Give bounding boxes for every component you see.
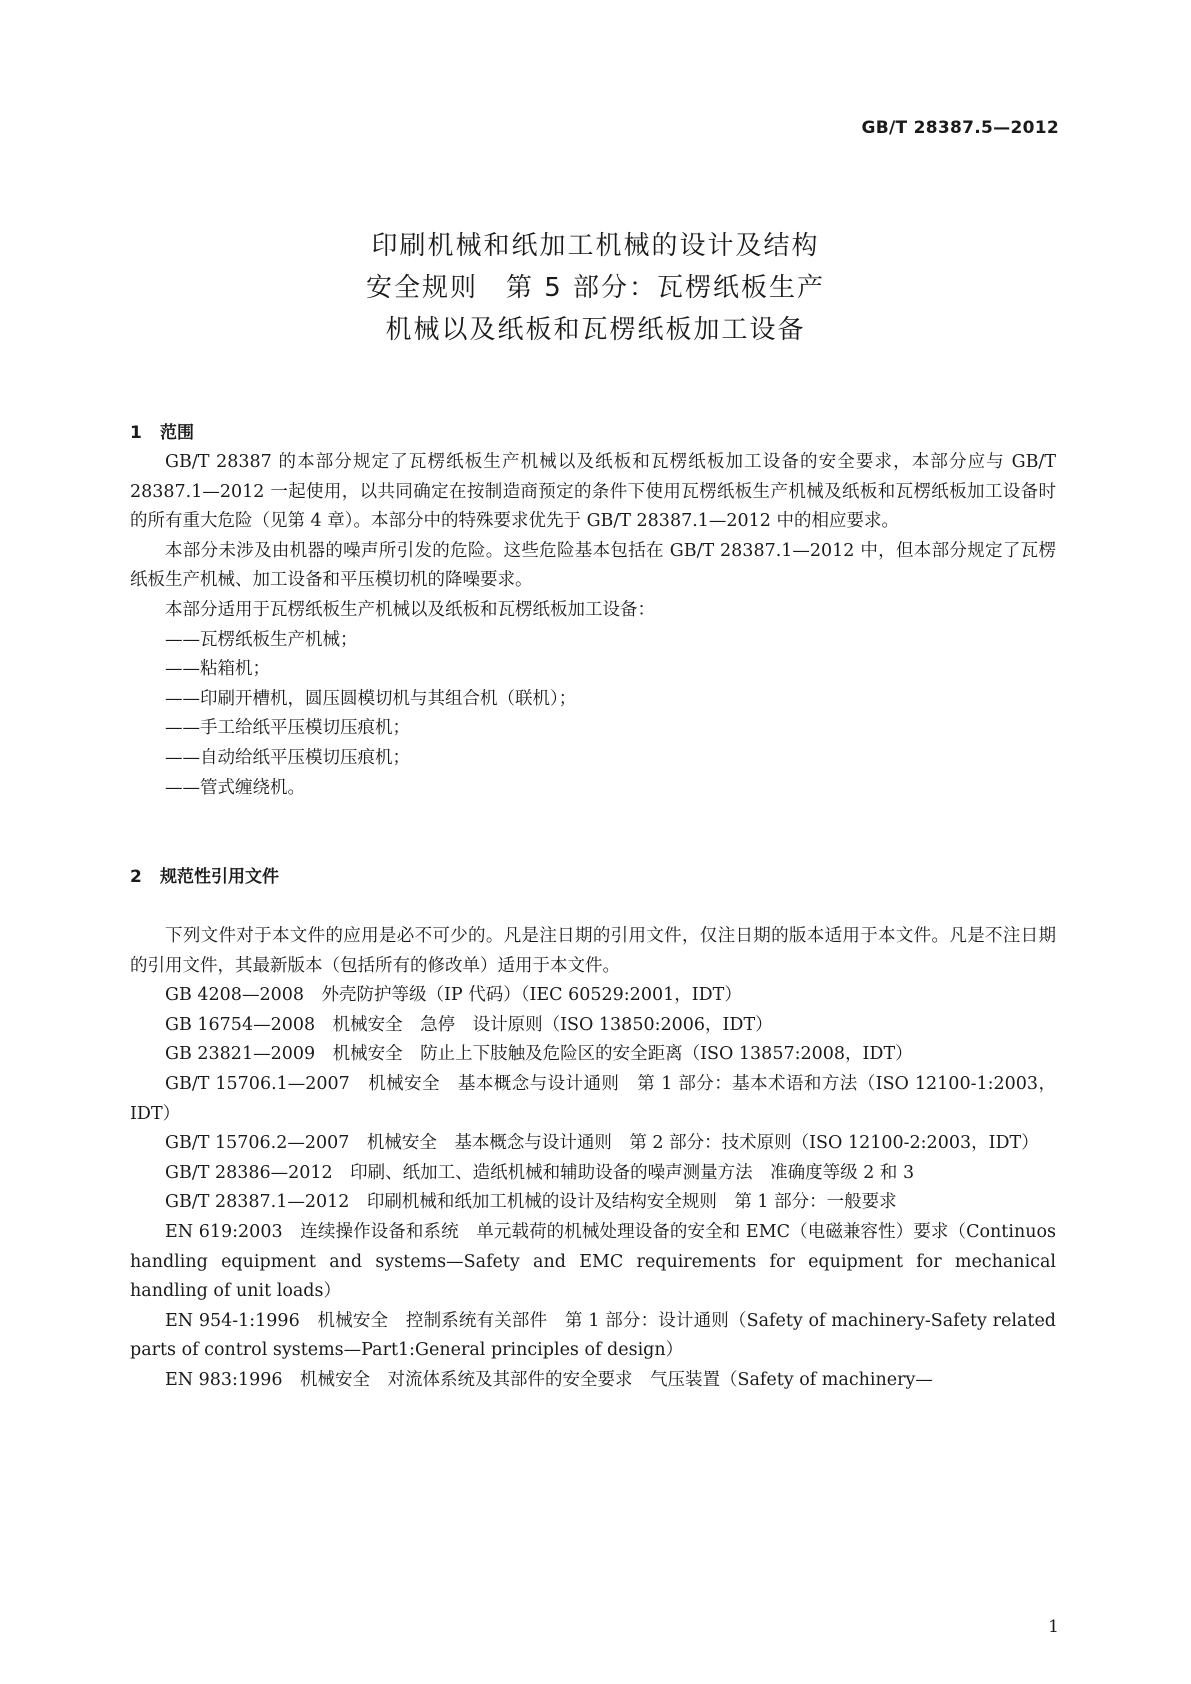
reference-entry: GB/T 15706.1—2007 机械安全 基本概念与设计通则 第 1 部分：基本术语和方法（ISO 12100-1:2003，IDT） <box>130 1073 1056 1124</box>
reference-entry: EN 983:1996 机械安全 对流体系统及其部件的安全要求 气压装置（Safety of machinery— <box>165 1369 933 1390</box>
scope-list-item: ——管式缠绕机。 <box>165 777 305 798</box>
title-line-1: 印刷机械和纸加工机械的设计及结构 <box>371 231 820 261</box>
reference-entry: EN 619:2003 连续操作设备和系统 单元载荷的机械处理设备的安全和 EMC（电磁兼容性）要求（Continuos handling equipment and systems—Safety and EMC requirements for equipment for mechanical handling of unit loads） <box>130 1221 1056 1302</box>
reference-entry: GB 4208—2008 外壳防护等级（IP 代码）（IEC 60529:2001，IDT） <box>165 985 742 1006</box>
scope-list-item: ——瓦楞纸板生产机械； <box>165 629 358 650</box>
section-1-number: 1 <box>130 423 142 443</box>
reference-entry: GB 23821—2009 机械安全 防止上下肢触及危险区的安全距离（ISO 13857:2008，IDT） <box>165 1044 913 1065</box>
standard-code: GB/T 28387.5—2012 <box>861 118 1059 138</box>
section-2-number: 2 <box>130 867 142 887</box>
reference-entry: GB/T 28386—2012 印刷、纸加工、造纸机械和辅助设备的噪声测量方法 准确度等级 2 和 3 <box>165 1162 915 1183</box>
title-line-3: 机械以及纸板和瓦楞纸板加工设备 <box>385 315 806 345</box>
title-line-2: 安全规则 第 5 部分：瓦楞纸板生产 <box>365 273 826 303</box>
section-1-paragraph: 本部分适用于瓦楞纸板生产机械以及纸板和瓦楞纸板加工设备： <box>165 599 655 620</box>
section-2-title: 规范性引用文件 <box>160 867 279 887</box>
page-number: 1 <box>1048 1617 1059 1637</box>
section-1-paragraph: GB/T 28387 的本部分规定了瓦楞纸板生产机械以及纸板和瓦楞纸板加工设备的安全要求，本部分应与 GB/T 28387.1—2012 一起使用，以共同确定在按制造商预定的条件下使用瓦楞纸板生产机械及纸板和瓦楞纸板加工设备时的所有重大危险（见第 4 章）。本部分中的特殊要求优先于 GB/T 28387.1—2012 中的相应要求。 <box>130 452 1056 532</box>
section-2-heading <box>130 862 279 892</box>
scope-list-item: ——印刷开槽机，圆压圆模切机与其组合机（联机）； <box>165 688 577 709</box>
reference-entry: EN 954-1:1996 机械安全 控制系统有关部件 第 1 部分：设计通则（Safety of machinery-Safety related parts of control systems—Part1:General principles of design） <box>130 1310 1056 1361</box>
section-2-intro: 下列文件对于本文件的应用是必不可少的。凡是注日期的引用文件，仅注日期的版本适用于本文件。凡是不注日期的引用文件，其最新版本（包括所有的修改单）适用于本文件。 <box>130 926 1056 976</box>
scope-list-item: ——粘箱机； <box>165 659 270 680</box>
reference-entry: GB 16754—2008 机械安全 急停 设计原则（ISO 13850:2006，IDT） <box>165 1014 773 1035</box>
section-1-heading <box>130 418 194 448</box>
scope-list-item: ——手工给纸平压模切压痕机； <box>165 718 410 739</box>
section-2-body <box>130 922 1056 1396</box>
scope-list-item: ——自动给纸平压模切压痕机； <box>165 747 410 768</box>
document-title <box>0 225 1191 351</box>
section-1-paragraph: 本部分未涉及由机器的噪声所引发的危险。这些危险基本包括在 GB/T 28387.1—2012 中，但本部分规定了瓦楞纸板生产机械、加工设备和平压模切机的降噪要求。 <box>130 540 1056 591</box>
reference-entry: GB/T 15706.2—2007 机械安全 基本概念与设计通则 第 2 部分：技术原则（ISO 12100-2:2003，IDT） <box>165 1133 1039 1154</box>
reference-entry: GB/T 28387.1—2012 印刷机械和纸加工机械的设计及结构安全规则 第 1 部分：一般要求 <box>165 1192 897 1213</box>
section-1-title: 范围 <box>160 423 194 443</box>
section-1-body <box>130 448 1056 803</box>
